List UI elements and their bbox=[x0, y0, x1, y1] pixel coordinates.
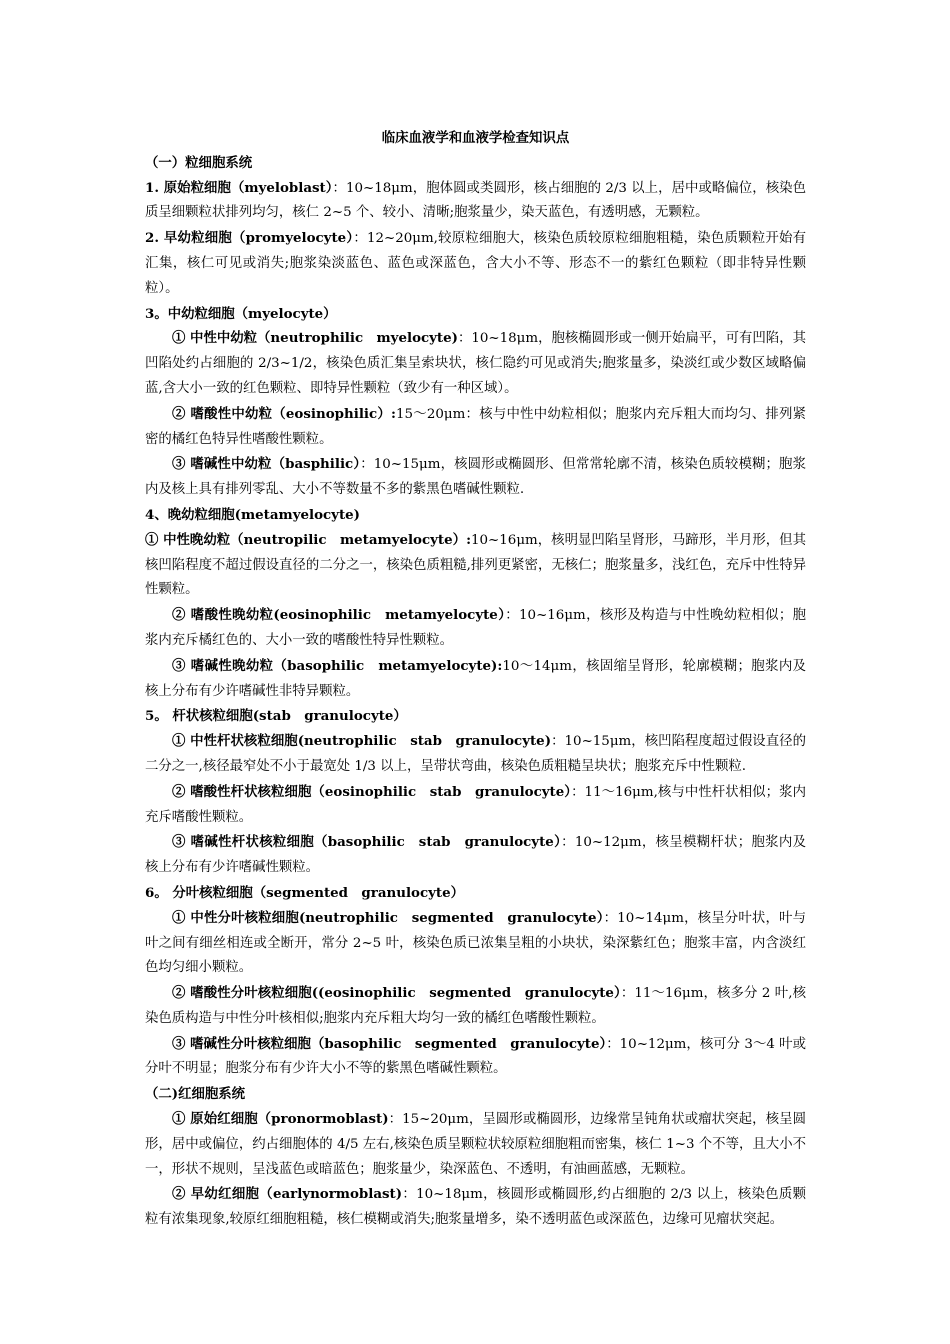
paragraph-term: （二)红细胞系统 bbox=[145, 1086, 246, 1103]
paragraph bbox=[145, 1107, 806, 1182]
paragraph bbox=[145, 1182, 806, 1233]
paragraph-text: ：10~12μm，核可分 3～4 叶或分叶不明显；胞浆分布有少许大小不等的紫黑色嗜碱性颗粒。 bbox=[145, 1036, 807, 1077]
paragraph-term: ② 嗜酸性杆状核粒细胞（eosinophilic stab granulocyte） bbox=[172, 783, 572, 800]
paragraph-term: 5。 杆状核粒细胞(stab granulocyte） bbox=[145, 708, 407, 725]
paragraph-term: 6。 分叶核粒细胞（segmented granulocyte） bbox=[145, 884, 465, 901]
paragraph-term: 3。中幼粒细胞（myelocyte） bbox=[145, 305, 337, 322]
section-heading bbox=[145, 503, 806, 528]
paragraph-text: ：10~16μm，核形及构造与中性晚幼粒相似；胞浆内充斥橘红色的、大小一致的嗜酸性特异性颗粒。 bbox=[145, 608, 806, 648]
paragraph-text: ：11～16μm,核与中性杆状相似；浆内充斥嗜酸性颗粒。 bbox=[145, 784, 806, 825]
document-page bbox=[145, 126, 806, 1233]
paragraph bbox=[145, 402, 806, 453]
paragraph-term: ① 中性分叶核粒细胞(neutrophilic segmented granulocyte） bbox=[172, 909, 604, 926]
paragraph-term: （一）粒细胞系统 bbox=[145, 154, 253, 171]
paragraph-text: ：10~18μm，胞体圆或类圆形，核占细胞的 2/3 以上，居中或略偏位，核染色质呈细颗粒状排列均匀，核仁 2~5 个、较小、清晰;胞浆量少，染天蓝色，有透明感，无颗粒。 bbox=[145, 180, 806, 221]
paragraph-term: ① 中性杆状核粒细胞(neutrophilic stab granulocyte) bbox=[172, 733, 552, 750]
paragraph-text: ：12~20μm,较原粒细胞大，核染色质较原粒细胞粗糙，染色质颗粒开始有汇集，核仁可见或消失;胞浆染淡蓝色、蓝色或深蓝色，含大小不等、形态不一的紫红色颗粒（即非特异性颗粒）。 bbox=[145, 231, 806, 296]
paragraph-term: 2. 早幼粒细胞（promyelocyte） bbox=[145, 230, 354, 247]
paragraph bbox=[145, 780, 806, 831]
paragraph-term: ③ 嗜碱性杆状核粒细胞（basophilic stab granulocyte） bbox=[172, 834, 562, 851]
paragraph bbox=[145, 452, 806, 503]
paragraph-term: ① 中性晚幼粒（neutropilic metamyelocyte）: bbox=[145, 531, 472, 548]
section-heading bbox=[145, 1082, 806, 1107]
document-title: 临床血液学和血液学检查知识点 bbox=[381, 130, 570, 146]
paragraph-term: ② 嗜酸性晚幼粒(eosinophilic metamyelocyte） bbox=[172, 607, 506, 624]
paragraph-text: ：15~20μm，呈圆形或椭圆形，边缘常呈钝角状或瘤状突起，核呈圆形，居中或偏位，约占细胞体的 4/5 左右,核染色质呈颗粒状较原粒细胞粗而密集，核仁 1~3 个不等，且大小不一，形状不规则，呈浅蓝色或暗蓝色；胞浆量少，染深蓝色、不透明，有油画蓝感，无颗粒。 bbox=[145, 1112, 806, 1177]
paragraph bbox=[145, 176, 806, 227]
paragraph bbox=[145, 326, 806, 401]
paragraph-text: ：10~18μm，核圆形或椭圆形,约占细胞的 2/3 以上，核染色质颗粒有浓集现象,较原红细胞粗糙，核仁模糊或消失;胞浆量增多，染不透明蓝色或深蓝色，边缘可见瘤状突起。 bbox=[145, 1187, 806, 1228]
paragraph-text: ：10~18μm，胞核椭圆形或一侧开始扁平，可有凹陷，其凹陷处约占细胞的 2/3~1/2，核染色质汇集呈索块状，核仁隐约可见或消失;胞浆量多，染淡红或少数区域略偏蓝,含大小一致的红色颗粒、即特异性颗粒（致少有一种区域）。 bbox=[145, 331, 806, 396]
paragraph-text: 10~16μm，核明显凹陷呈肾形，马蹄形，半月形，但其核凹陷程度不超过假设直径的二分之一，核染色质粗糙,排列更紧密，无核仁；胞浆量多，浅红色，充斥中性特异性颗粒。 bbox=[145, 532, 806, 598]
paragraph bbox=[145, 981, 806, 1032]
paragraph-term: 1. 原始粒细胞（myeloblast） bbox=[145, 179, 333, 196]
paragraph bbox=[145, 906, 806, 981]
section-heading bbox=[145, 151, 806, 176]
paragraph-term: 4、晚幼粒细胞(metamyelocyte) bbox=[145, 506, 361, 523]
paragraph-term: ② 早幼红细胞（earlynormoblast) bbox=[172, 1186, 403, 1203]
paragraph bbox=[145, 603, 806, 654]
paragraph-term: ① 原始红细胞（pronormoblast) bbox=[172, 1111, 389, 1128]
paragraph-text: ：10~15μm，核圆形或椭圆形、但常常轮廓不清，核染色质较模糊；胞浆内及核上具有排列零乱、大小不等数量不多的紫黑色嗜碱性颗粒. bbox=[145, 457, 806, 498]
paragraph bbox=[145, 654, 806, 705]
paragraph-term: ① 中性中幼粒（neutrophilic myelocyte) bbox=[172, 330, 458, 347]
paragraph-text: 10～14μm，核固缩呈肾形，轮廓模糊；胞浆内及核上分布有少许嗜碱性非特异颗粒。 bbox=[145, 658, 806, 699]
paragraph-text: 15～20μm：核与中性中幼粒相似；胞浆内充斥粗大而均匀、排列紧密的橘红色特异性嗜酸性颗粒。 bbox=[145, 406, 806, 447]
paragraph bbox=[145, 729, 806, 780]
section-heading bbox=[145, 704, 806, 729]
paragraph-term: ② 嗜酸性中幼粒（eosinophilic）: bbox=[172, 405, 396, 422]
document-body bbox=[145, 151, 806, 1233]
paragraph-text: ：10~12μm，核呈模糊杆状；胞浆内及核上分布有少许嗜碱性颗粒。 bbox=[145, 835, 806, 876]
section-heading bbox=[145, 302, 806, 327]
paragraph-term: ③ 嗜碱性晚幼粒（basophilic metamyelocyte): bbox=[172, 657, 503, 674]
paragraph bbox=[145, 226, 806, 301]
section-heading bbox=[145, 881, 806, 906]
paragraph bbox=[145, 1032, 806, 1083]
paragraph-term: ② 嗜酸性分叶核粒细胞((eosinophilic segmented granulocyte） bbox=[172, 985, 621, 1002]
paragraph bbox=[145, 528, 806, 603]
paragraph-text: ：10~15μm，核凹陷程度超过假设直径的二分之一,核径最窄处不小于最宽处 1/3 以上，呈带状弯曲，核染色质粗糙呈块状；胞浆充斥中性颗粒. bbox=[145, 734, 806, 774]
paragraph bbox=[145, 830, 806, 881]
paragraph-term: ③ 嗜碱性中幼粒（basphilic） bbox=[172, 456, 361, 473]
paragraph-text: ：11～16μm，核多分 2 叶,核染色质构造与中性分叶核相似;胞浆内充斥粗大均匀一致的橘红色嗜酸性颗粒。 bbox=[145, 986, 806, 1026]
paragraph-term: ③ 嗜碱性分叶核粒细胞（basophilic segmented granulocyte） bbox=[172, 1035, 607, 1052]
paragraph-text: ：10~14μm，核呈分叶状，叶与叶之间有细丝相连或全断开，常分 2~5 叶，核染色质已浓集呈粗的小块状，染深紫红色；胞浆丰富，内含淡红色均匀细小颗粒。 bbox=[145, 910, 806, 976]
